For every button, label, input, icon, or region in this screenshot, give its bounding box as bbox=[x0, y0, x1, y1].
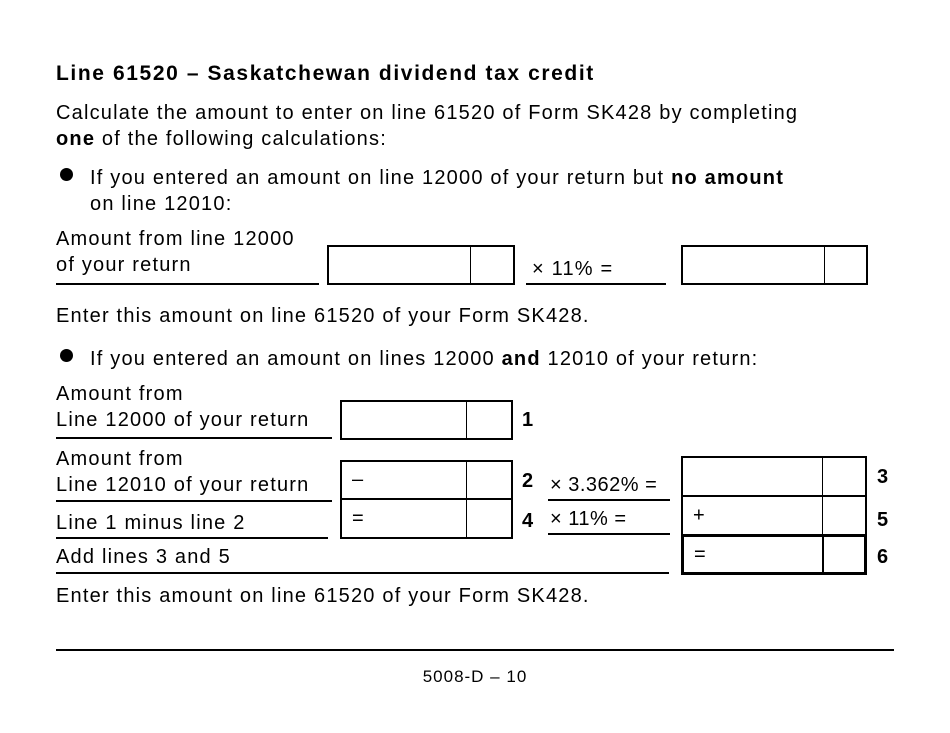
intro-line-2 bbox=[56, 126, 387, 152]
line-5-plus-sign: + bbox=[693, 504, 705, 526]
cents-divider bbox=[822, 537, 824, 572]
bullet-icon bbox=[60, 349, 73, 362]
page-number: 5008-D – 10 bbox=[422, 667, 528, 686]
case2-bullet-text-b: 12010 of your return: bbox=[540, 348, 759, 370]
cents-divider bbox=[822, 458, 823, 495]
row6-label-rule bbox=[56, 572, 669, 574]
case2-bullet-text bbox=[90, 346, 758, 372]
line-3-input[interactable] bbox=[681, 456, 867, 497]
row2-multiplier-rule bbox=[548, 499, 670, 501]
row1-label-a: Amount from bbox=[56, 383, 184, 405]
cents-divider bbox=[466, 402, 467, 438]
case1-label-line2: of your return bbox=[56, 254, 192, 276]
bullet-icon bbox=[60, 168, 73, 181]
line-2-minus-sign: – bbox=[352, 468, 364, 491]
case1-amount-input[interactable] bbox=[327, 245, 515, 285]
row6-label: Add lines 3 and 5 bbox=[56, 546, 231, 568]
cents-divider bbox=[470, 247, 471, 283]
case1-bullet-text-a: If you entered an amount on line 12000 of your return but bbox=[90, 167, 672, 189]
case1-result-input[interactable] bbox=[681, 245, 868, 285]
row4-multiplier-rule bbox=[548, 533, 670, 535]
row2-label-rule bbox=[56, 500, 332, 502]
line-4-equals-sign: = bbox=[352, 507, 364, 529]
row4-label: Line 1 minus line 2 bbox=[56, 512, 246, 534]
row1-label-b: Line 12000 of your return bbox=[56, 409, 310, 431]
line-4-input[interactable] bbox=[340, 498, 513, 539]
line-number-4: 4 bbox=[522, 510, 534, 532]
line-number-3: 3 bbox=[877, 466, 889, 488]
footer-rule bbox=[56, 649, 894, 651]
case1-label-rule bbox=[56, 283, 319, 285]
line-number-5: 5 bbox=[877, 509, 889, 531]
intro-line-2-rest: of the following calculations: bbox=[95, 128, 387, 150]
line-number-1: 1 bbox=[522, 409, 534, 431]
line-6-equals-sign: = bbox=[694, 543, 706, 565]
row4-label-rule bbox=[56, 537, 328, 539]
case2-enter-text: Enter this amount on line 61520 of your Form SK428. bbox=[56, 585, 590, 607]
case1-multiplier-rule bbox=[526, 283, 666, 285]
case1-bullet-bold: no amount bbox=[671, 167, 785, 189]
intro-line-1: Calculate the amount to enter on line 61520 of Form SK428 by completing bbox=[56, 102, 799, 124]
line-2-input[interactable] bbox=[340, 460, 513, 500]
line-1-input[interactable] bbox=[340, 400, 513, 440]
case1-bullet-text bbox=[90, 165, 784, 191]
case1-label-line1: Amount from line 12000 bbox=[56, 228, 295, 250]
cents-divider bbox=[824, 247, 825, 283]
row2-label-b: Line 12010 of your return bbox=[56, 474, 310, 496]
case2-bullet-text-a: If you entered an amount on lines 12000 bbox=[90, 348, 502, 370]
row2-multiplier: × 3.362% = bbox=[550, 474, 658, 496]
case1-bullet-text-b: on line 12010: bbox=[90, 193, 233, 215]
section-heading: Line 61520 – Saskatchewan dividend tax credit bbox=[56, 62, 595, 85]
cents-divider bbox=[822, 497, 823, 534]
line-6-input[interactable] bbox=[681, 534, 867, 575]
row4-multiplier: × 11% = bbox=[550, 508, 627, 530]
case1-multiplier: × 11% = bbox=[532, 258, 614, 280]
case2-bullet-bold: and bbox=[501, 348, 541, 370]
row1-label-rule bbox=[56, 437, 332, 439]
intro-bold-one: one bbox=[56, 128, 96, 150]
cents-divider bbox=[466, 462, 467, 498]
case1-enter-text: Enter this amount on line 61520 of your Form SK428. bbox=[56, 305, 590, 327]
row2-label-a: Amount from bbox=[56, 448, 184, 470]
line-5-input[interactable] bbox=[681, 495, 867, 536]
cents-divider bbox=[466, 500, 467, 537]
line-number-6: 6 bbox=[877, 546, 889, 568]
line-number-2: 2 bbox=[522, 470, 534, 492]
